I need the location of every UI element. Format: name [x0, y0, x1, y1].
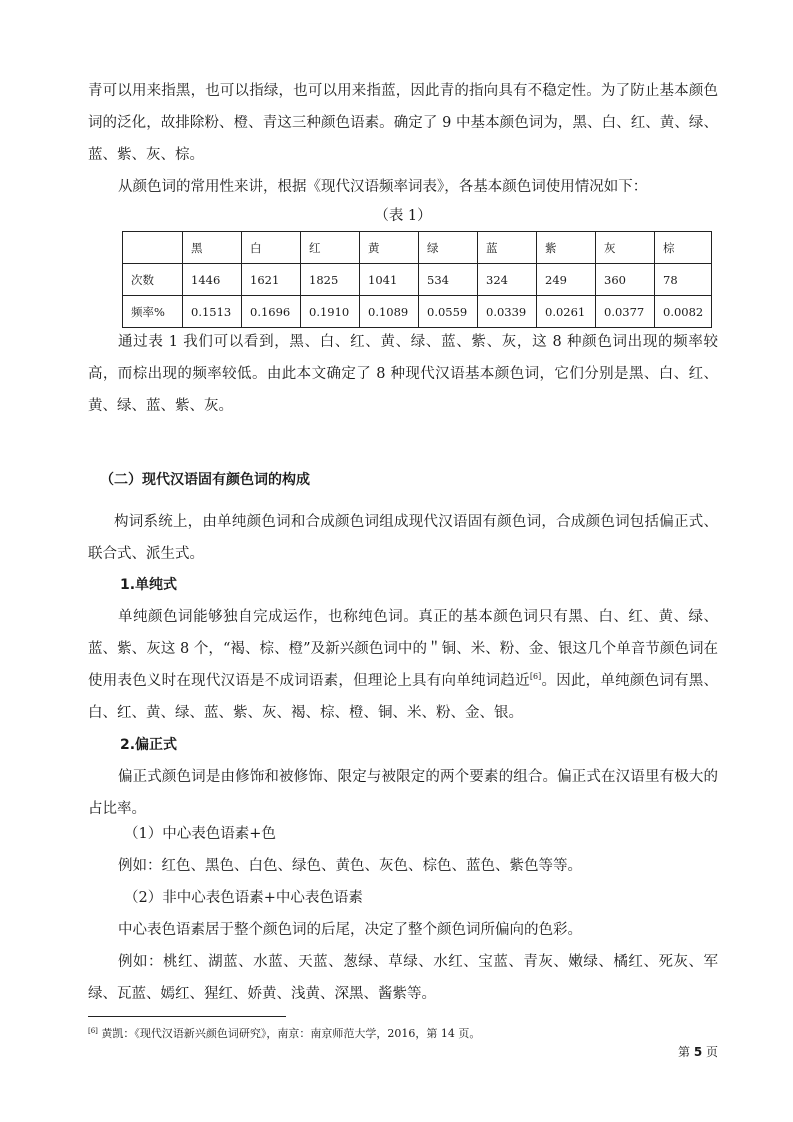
subsection-heading-modifier: 2.偏正式: [120, 737, 178, 753]
table-cell: 0.0261: [537, 296, 596, 328]
table-cell: 1621: [242, 264, 301, 296]
paragraph-table-analysis: 通过表 1 我们可以看到，黑、白、红、黄、绿、蓝、紫、灰，这 8 种颜色词出现的频率较高，而棕出现的频率较低。由此本文确定了 8 种现代汉语基本颜色词，它们分别是黑、白、红、黄、绿、蓝、紫、灰。: [88, 334, 718, 414]
table-cell: 紫: [537, 232, 596, 264]
table-cell: 0.0377: [596, 296, 655, 328]
section-heading: （二）现代汉语固有颜色词的构成: [100, 472, 310, 488]
table-cell: 324: [478, 264, 537, 296]
table-cell: 1041: [360, 264, 419, 296]
page-number-prefix: 第: [678, 1045, 694, 1059]
table-cell: 0.0082: [655, 296, 712, 328]
page-number-value: 5: [693, 1045, 703, 1059]
table-cell: 0.1910: [301, 296, 360, 328]
table-cell: 360: [596, 264, 655, 296]
table-cell: 0.0559: [419, 296, 478, 328]
table-cell: 0.1089: [360, 296, 419, 328]
subsection-heading-simple: 1.单纯式: [120, 577, 178, 593]
footnote-mark: [6]: [88, 1027, 98, 1035]
table-cell: 棕: [655, 232, 712, 264]
paragraph-central-morpheme: 中心表色语素居于整个颜色词的后尾，决定了整个颜色词所偏向的色彩。: [118, 922, 582, 938]
table-cell: 249: [537, 264, 596, 296]
table-cell: 0.1513: [183, 296, 242, 328]
table-cell: 绿: [419, 232, 478, 264]
table-cell: 次数: [123, 264, 183, 296]
page-number-suffix: 页: [702, 1045, 719, 1059]
paragraph-intro: 青可以用来指黑，也可以指绿，也可以用来指蓝，因此青的指向具有不稳定性。为了防止基本颜色词的泛化，故排除粉、橙、青这三种颜色语素。确定了 9 中基本颜色词为，黑、白、红、黄、绿、蓝、紫、灰、棕。: [88, 83, 718, 163]
paragraph-simple-words: [88, 601, 718, 729]
table-cell: 灰: [596, 232, 655, 264]
table-cell: 红: [301, 232, 360, 264]
footnote-reference: [6]: [529, 672, 542, 681]
table-cell: 黑: [183, 232, 242, 264]
table-cell: 1446: [183, 264, 242, 296]
frequency-table: [122, 231, 712, 328]
footnote: [88, 1026, 480, 1042]
table-cell: 1825: [301, 264, 360, 296]
table-row: [123, 296, 712, 328]
paragraph-text: 。因此，单纯颜色词有黑、白、红、黄、绿、蓝、紫、灰、褐、棕、橙、铜、米、粉、金、银。: [88, 673, 719, 721]
table-caption: （表 1）: [374, 208, 432, 224]
table-cell: 白: [242, 232, 301, 264]
table-cell: 频率%: [123, 296, 183, 328]
table-row: [123, 264, 712, 296]
paragraph-composition-intro: 构词系统上，由单纯颜色词和合成颜色词组成现代汉语固有颜色词，合成颜色词包括偏正式、联合式、派生式。: [88, 514, 718, 562]
table-cell: 534: [419, 264, 478, 296]
list-item-example: 例如：红色、黑色、白色、绿色、黄色、灰色、棕色、蓝色、紫色等等。: [118, 858, 582, 874]
list-item-title: （1）中心表色语素+色: [124, 826, 276, 842]
paragraph-frequency-intro: 从颜色词的常用性来讲，根据《现代汉语频率词表》，各基本颜色词使用情况如下：: [118, 179, 648, 195]
footnote-divider: [88, 1016, 286, 1017]
table-cell: 78: [655, 264, 712, 296]
table-cell: 0.1696: [242, 296, 301, 328]
table-cell: [123, 232, 183, 264]
footnote-text: 黄凯：《现代汉语新兴颜色词研究》，南京：南京师范大学，2016，第 14 页。: [97, 1027, 481, 1040]
list-item-example: 例如：桃红、湖蓝、水蓝、天蓝、葱绿、草绿、水红、宝蓝、青灰、嫩绿、橘红、死灰、军绿、瓦蓝、嫣红、猩红、娇黄、浅黄、深黑、酱紫等。: [88, 954, 718, 1002]
table-header-row: [123, 232, 712, 264]
list-item-title: （2）非中心表色语素+中心表色语素: [124, 890, 363, 906]
table-cell: 黄: [360, 232, 419, 264]
page-number: [678, 1043, 718, 1060]
paragraph-text: 单纯颜色词能够独自完成运作，也称纯色词。真正的基本颜色词只有黑、白、红、黄、绿、蓝、紫、灰这 8 个，“褐、棕、橙”及新兴颜色词中的＂铜、米、粉、金、银这几个单音节颜色词在使用表色义时在现代汉语是不成词语素，但理论上具有向单纯词趋近: [88, 609, 718, 689]
paragraph-modifier-words: 偏正式颜色词是由修饰和被修饰、限定与被限定的两个要素的组合。偏正式在汉语里有极大的占比率。: [88, 769, 718, 817]
table-cell: 蓝: [478, 232, 537, 264]
table-cell: 0.0339: [478, 296, 537, 328]
